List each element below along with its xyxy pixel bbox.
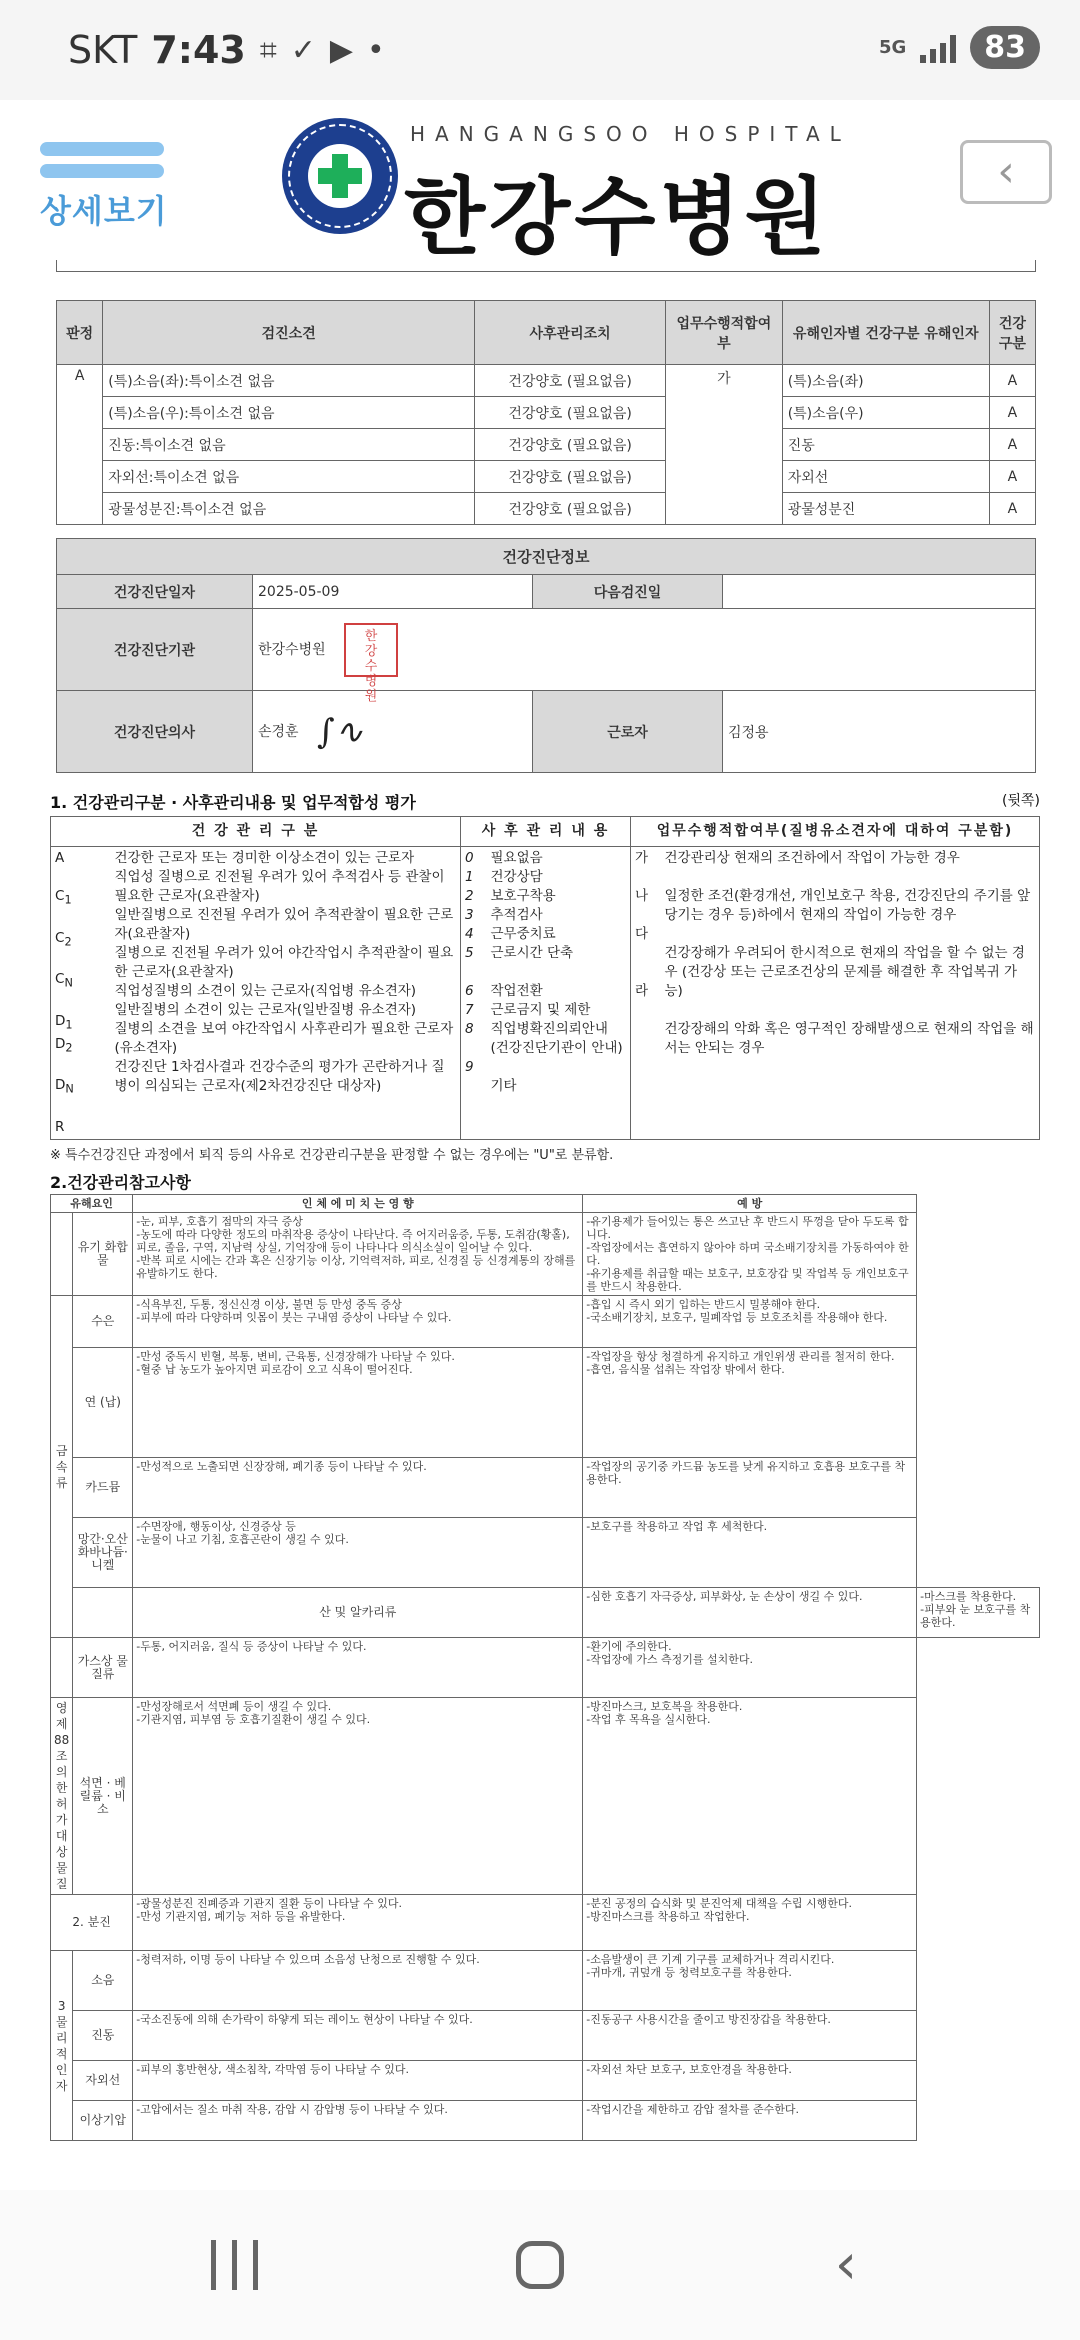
table-row: 자외선:특이소견 없음 건강양호 (필요없음) 자외선 A [57,461,1036,493]
table-row: 망간·오산화바나듐·니켈 -수면장애, 행동이상, 신경증상 등 -눈물이 나고 기침, 호흡곤란이 생길 수 있다. -보호구를 착용하고 작업 후 세척한다. [51,1518,1040,1588]
hospital-logo-icon [282,118,398,234]
col-class: 건강구분 [989,301,1035,365]
table-row: (특)소음(우):특이소견 없음 건강양호 (필요없음) (특)소음(우) A [57,397,1036,429]
health-reference-table: 유해요인 인 체 에 미 치 는 영 향 예 방 유기 화합물 -눈, 피부, 호흡기 점막의 자극 증상 -농도에 따라 다양한 정도의 마취작용 증상이 나타난다. 즉 어지러움증, 두통, 도취감(황홀), 피로, 졸음, 구역, 지남력 상실, 기억장애 등이 나타나다 의식소실이 일어날 수 있다. -반복 피로 시에는 간과 혹은 신장기능 이상, 기억력저하, 피로, 신경질 등 신경계통의 장해를 유발하기도 한다. -유기용제가 들어있는 통은 쓰고난 후 반드시 뚜껑을 닫아 두도록 합니다. -작업장에서는 흡연하지 않아야 하며 국소배기장치를 가동하여야 한다. -유기용제를 취급할 때는 보호구, 보호장갑 및 작업복 등 개인보호구를 반드시 착용한다. 금속류 수은 -식욕부진, 두통, 정신신경 이상, 불면 등 만성 중독 증상 -피부에 따라 다양하며 잇몸이 붓는 구내염 증상이 나타날 수 있다. -흡입 시 즉시 외기 입하는 반드시 밀봉해야 한다. -국소배기장치, 보호구, 밀폐작업 등 보호조치를 작용해야 한다. 연 (납) -만성 중독시 빈혈, 복통, 변비, 근육통, 신경장해가 나타날 수 있다. -혈중 납 농도가 높아지면 피로감이 오고 식욕이 떨어진다. -작업장을 항상 청결하게 유지하고 개인위생 관리를 철저히 한다. -흡연, 음식물 섭취는 작업장 밖에서 한다. 카드뮴 -만성적으로 노출되면 신장장해, 폐기종 등이 나타날 수 있다. -작업장의 공기중 카드뮴 농도를 낮게 유지하고 호흡용 보호구를 착용한다. 망간·오산화바나듐·니켈 -수면장애, 행동이상, 신경증상 등 -눈물이 나고 기침, 호흡곤란이 생길 수 있다. -보호구를 착용하고 작업 후 세척한다. 산 및 알카리류 -심한 호흡기 자극증상, 피부화상, 눈 손상이 생길 수 있다. -마스크를 착용한다. -피부와 눈 보호구를 착용한다. 가스상 물질류 -두통, 어지러움, 질식 등 증상이 나타날 수 있다. -환기에 주의한다. -작업장에 가스 측정기를 설치한다. 영 제88조 의한 허가 대상 물질 석면 · 베릴륨 · 비소 -만성장해로서 석면폐 등이 생길 수 있다. -기관지염, 피부염 등 호흡기질환이 생길 수 있다. -방진마스크, 보호복을 착용한다. -작업 후 목욕을 실시한다. 2. 분진 -광물성분진 진폐증과 기관지 질환 등이 나타날 수 있다. -만성 기관지염, 폐기능 저하 등을 유발한다. -분진 공정의 습식화 및 분진억제 대책을 수립 시행한다. -방진마스크를 착용하고 작업한다. 3 물리적 인자 소음 -청력저하, 이명 등이 나타날 수 있으며 소음성 난청으로 진행할 수 있다. -소음발생이 큰 기계 기구를 교체하거나 격리시킨다. -귀마개, 귀덮개 등 청력보호구를 착용한다. 진동 -국소진동에 의해 손가락이 하얗게 되는 레이노 현상이 나타날 수 있다. -진동공구 사용시간을 줄이고 방진장갑을 착용한다. 자외선 -피부의 홍반현상, 색소침착, 각막염 등이 나타날 수 있다. -자외선 차단 보호구, 보호안경을 착용한다. 이상기압 -고압에서는 질소 마취 작용, 감압 시 감압병 등이 나타날 수 있다. -작업시간을 제한하고 감압 절차를 준수한다. [50,1194,1040,2141]
section1-title: 1. 건강관리구분 · 사후관리내용 및 업무적합성 평가 (뒷쪽) [50,790,1040,813]
followup-items: 필요없음 건강상담 보호구착용 추적검사 근무중치료 근로시간 단축 작업전환 근로금지 및 제한 직업병확진의뢰안내 (건강진단기관이 안내) 기타 [487,847,631,1140]
menu-icon [40,142,164,156]
table-row: 가스상 물질류 -두통, 어지러움, 질식 등 증상이 나타날 수 있다. -환기에 주의한다. -작업장에 가스 측정기를 설치한다. [51,1638,1040,1698]
management-codes: A $C_1$ $C_2$ $C_N$ $D_1$ $D_2$ $D_N$ R [51,847,111,1140]
status-right [879,26,1040,69]
col-grade: 판정 [57,301,103,365]
table-row: 자외선 -피부의 홍반현상, 색소침착, 각막염 등이 나타날 수 있다. -자외선 차단 보호구, 보호안경을 착용한다. [51,2061,1040,2101]
youtube-icon: ▶ [329,32,353,68]
nav-back-button[interactable] [786,2230,906,2300]
col-finding: 검진소견 [103,301,475,365]
followup-numbers: 0 1 2 3 4 5 6 7 8 9 [461,847,487,1140]
table-row: 광물성분진:특이소견 없음 건강양호 (필요없음) 광물성분진 A [57,493,1036,525]
table-top-strip [56,260,1036,272]
exam-org: 한강수병원 [258,641,326,658]
home-icon [516,2241,564,2289]
app-header [0,100,1080,266]
table-row: 유기 화합물 -눈, 피부, 호흡기 점막의 자극 증상 -농도에 따라 다양한 정도의 마취작용 증상이 나타난다. 즉 어지러움증, 두통, 도취감(황홀), 피로, 졸음, 구역, 지남력 상실, 기억장애 등이 나타나다 의식소실이 일어날 수 있다. -반복 피로 시에는 간과 혹은 신장기능 이상, 기억력저하, 피로, 신경질 등 신경계통의 장해를 유발하기도 한다. -유기용제가 들어있는 통은 쓰고난 후 반드시 뚜껑을 닫아 두도록 합니다. -작업장에서는 흡연하지 않아야 하며 국소배기장치를 가동하여야 한다. -유기용제를 취급할 때는 보호구, 보호장갑 및 작업복 등 개인보호구를 반드시 착용한다. [51,1213,1040,1296]
doctor-name: 손경훈 [258,723,299,740]
home-button[interactable] [480,2230,600,2300]
scan-icon: ⌗ [259,32,277,68]
recent-apps-icon [211,2240,258,2290]
fitness-keys: 가 나 다 라 [631,847,661,1140]
carrier: SKT [68,28,138,72]
exam-date: 2025-05-09 [253,575,533,609]
detail-view-button[interactable] [40,142,168,242]
dot-icon: • [366,32,385,68]
network-type: 5G [878,36,907,58]
table-row: 영 제88조 의한 허가 대상 물질 석면 · 베릴륨 · 비소 -만성장해로서 석면폐 등이 생길 수 있다. -기관지염, 피부염 등 호흡기질환이 생길 수 있다. -방진마스크, 보호복을 착용한다. -작업 후 목욕을 실시한다. [51,1698,1040,1895]
table-row: 산 및 알카리류 -심한 호흡기 자극증상, 피부화상, 눈 손상이 생길 수 있다. -마스크를 착용한다. -피부와 눈 보호구를 착용한다. [51,1588,1040,1638]
section2-title: 2.건강관리참고사항 [50,1173,191,1192]
battery-level: 83 [970,26,1040,69]
fitness-value: 가 [666,365,783,525]
signal-icon [920,33,956,63]
fitness-values: 건강관리상 현재의 조건하에서 작업이 가능한 경우 일정한 조건(환경개선, 개인보호구 착용, 건강진단의 주기를 앞당기는 경우 등)하에서 현재의 작업이 가능한 경우 건강장해가 우려되어 한시적으로 현재의 작업을 할 수 없는 경우 (건강상 또는 근로조건상의 문제를 해결한 후 작업복귀 가능) 건강장해의 악화 혹은 영구적인 장해발생으로 현재의 작업을 해서는 안되는 경우 [661,847,1040,1140]
check-icon: ✓ [290,32,316,68]
management-descriptions: 건강한 근로자 또는 경미한 이상소견이 있는 근로자 직업성 질병으로 진전될 우려가 있어 추적검사 등 관찰이 필요한 근로자(요관찰자) 일반질병으로 진전될 우려가 있어 추적관찰이 필요한 근로자(요관찰자) 질병으로 진전될 우려가 있어 야간작업시 추적관찰이 필요한 근로자(요관찰자) 직업성질병의 소견이 있는 근로자(직업병 유소견자) 일반질병의 소견이 있는 근로자(일반질병 유소견자) 질병의 소견을 보여 야간작업시 사후관리가 필요한 근로자(유소견자) 건강진단 1차검사결과 건강수준의 평가가 곤란하거나 질병이 의심되는 근로자(제2차건강진단 대상자) [111,847,461,1140]
hospital-name-en: HANGANGSOO HOSPITAL [410,122,851,146]
col-factor: 유해인자별 건강구분 유해인자 [782,301,989,365]
table-row: 진동:특이소견 없음 건강양호 (필요없음) 진동 A [57,429,1036,461]
table-row: 2. 분진 -광물성분진 진폐증과 기관지 질환 등이 나타날 수 있다. -만성 기관지염, 폐기능 저하 등을 유발한다. -분진 공정의 습식화 및 분진억제 대책을 수립 시행한다. -방진마스크를 착용하고 작업한다. [51,1895,1040,1951]
status-bar [0,0,1080,100]
doctor-signature: ∫∿ [317,711,364,752]
col-action: 사후관리조치 [475,301,666,365]
table-row: A (특)소음(좌):특이소견 없음 건강양호 (필요없음) 가 (특)소음(좌) A [57,365,1036,397]
management-criteria-table: 건 강 관 리 구 분 사 후 관 리 내 용 업무수행적합여부(질병유소견자에 대하여 구분함) A $C_1$ $C_2$ $C_N$ $D_1$ $D_2$ $D_N$ R 건강한 근로자 또는 경미한 이상소견이 있는 근로자 직업성 질병으로 진전될 우려가 있어 추적검사 등 관찰이 필요한 근로자(요관찰자) 일반질병으로 진전될 우려가 있어 추적관찰이 필요한 근로자(요관찰자) 질병으로 진전될 우려가 있어 야간작업시 추적관찰이 필요한 근로자(요관찰자) 직업성질병의 소견이 있는 근로자(직업병 유소견자) 일반질병의 소견이 있는 근로자(일반질병 유소견자) 질병의 소견을 보여 야간작업시 사후관리가 필요한 근로자(유소견자) 건강진단 1차검사결과 건강수준의 평가가 곤란하거나 질병이 의심되는 근로자(제2차건강진단 대상자) 0 1 2 3 4 5 6 7 8 9 필요없음 건강상담 보호구착용 추적검사 근무중치료 근로시간 단축 작업전환 근로금지 및 제한 직업병확진의뢰안내 (건강진단기관이 안내) 기타 가 나 다 라 건강관리상 현재의 조건하에서 작업이 가능한 경우 일정한 조건(환경개선, 개인보호구 착용, 건강진단의 주기를 앞당기는 경우 등)하에서 현재의 작업이 가능한 경우 건강장해가 우려되어 한시적으로 현재의 작업을 할 수 없는 경우 (건강상 또는 근로조건상의 문제를 해결한 후 작업복귀 가능) 건강장해의 악화 혹은 영구적인 장해발생으로 현재의 작업을 해서는 안되는 경우 [50,816,1040,1140]
table-row: 연 (납) -만성 중독시 빈혈, 복통, 변비, 근육통, 신경장해가 나타날 수 있다. -혈중 납 농도가 높아지면 피로감이 오고 식욕이 떨어진다. -작업장을 항상 청결하게 유지하고 개인위생 관리를 철저히 한다. -흡연, 음식물 섭취는 작업장 밖에서 한다. [51,1348,1040,1458]
detail-view-label: 상세보기 [40,192,168,230]
next-exam-date [723,575,1036,609]
system-nav-bar [0,2190,1080,2340]
back-side-note: (뒷쪽) [1002,793,1040,809]
classification-note: ※ 특수건강진단 과정에서 퇴직 등의 사유로 건강관리구분을 판정할 수 없는 경우에는 "U"로 분류함. [50,1148,614,1163]
chevron-left-icon: ‹ [997,146,1015,197]
hospital-seal: 한 강 수 병 원 [344,623,398,677]
table-row: 진동 -국소진동에 의해 손가락이 하얗게 되는 레이노 현상이 나타날 수 있다. -진동공구 사용시간을 줄이고 방진장갑을 착용한다. [51,2011,1040,2061]
exam-info-table: 건강진단정보 건강진단일자 2025-05-09 다음검진일 건강진단기관 한강수병원 한 강 수 병 원 건강진단의사 손경훈 ∫∿ 근로자 김정용 [56,538,1036,773]
recent-apps-button[interactable] [174,2230,294,2300]
hospital-name-ko: 한강수병원 [404,168,830,266]
table-row: 카드뮴 -만성적으로 노출되면 신장장해, 폐기종 등이 나타날 수 있다. -작업장의 공기중 카드뮴 농도를 낮게 유지하고 호흡용 보호구를 착용한다. [51,1458,1040,1518]
table-row: 이상기압 -고압에서는 질소 마취 작용, 감압 시 감압병 등이 나타날 수 있다. -작업시간을 제한하고 감압 절차를 준수한다. [51,2101,1040,2141]
back-icon: ‹ [834,2232,858,2297]
back-button[interactable] [960,140,1052,204]
table-row: 금속류 수은 -식욕부진, 두통, 정신신경 이상, 불면 등 만성 중독 증상 -피부에 따라 다양하며 잇몸이 붓는 구내염 증상이 나타날 수 있다. -흡입 시 즉시 외기 입하는 반드시 밀봉해야 한다. -국소배기장치, 보호구, 밀폐작업 등 보호조치를 작용해야 한다. [51,1296,1040,1348]
results-table [56,300,1036,525]
col-fitness: 업무수행적합여부 [666,301,783,365]
table-row: 3 물리적 인자 소음 -청력저하, 이명 등이 나타날 수 있으며 소음성 난청으로 진행할 수 있다. -소음발생이 큰 기계 기구를 교체하거나 격리시킨다. -귀마개, 귀덮개 등 청력보호구를 착용한다. [51,1951,1040,2011]
grade-value: A [57,365,103,525]
worker-name: 김정용 [723,691,1036,773]
status-left [68,28,385,72]
clock: 7:43 [151,28,246,72]
exam-info-title: 건강진단정보 [57,539,1036,575]
